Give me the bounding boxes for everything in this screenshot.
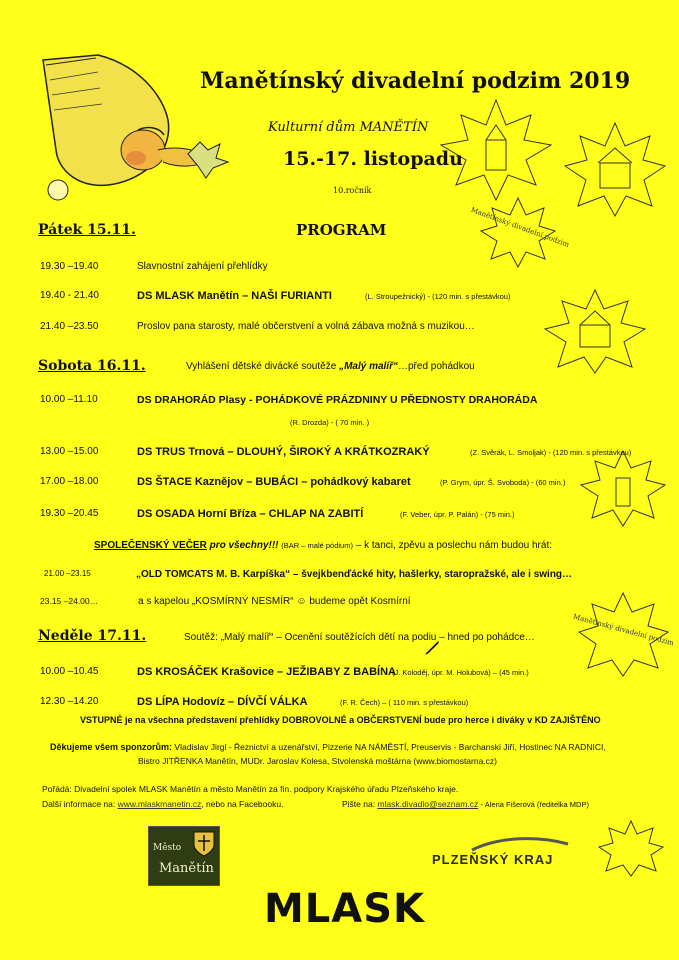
maple-leaf-church-right xyxy=(560,118,670,218)
leaf-stamp-text-top: Manětínský divadelní podzim xyxy=(469,205,571,249)
maple-leaf-stamp-bottom xyxy=(572,590,675,678)
email-link[interactable]: mlask.divadlo@seznam.cz xyxy=(377,799,479,809)
maple-leaf-church-lower-right xyxy=(578,448,668,528)
venue: Kulturní dům MANĚTÍN xyxy=(268,120,429,135)
contest-result: Soutěž: „Malý malíř“ – Ocenění soutěžících dětí na podiu – hned po pohádce… xyxy=(184,632,535,643)
website-link[interactable]: www.mlaskmanetin.cz xyxy=(117,799,202,809)
plzensky-kraj-logo: PLZEŇSKÝ KRAJ xyxy=(432,852,554,867)
sponsors-line1: Děkujeme všem sponzorům: Vladislav Jirgl - Řeznictví a uzenářství, Pizzerie NA NÁMĚSTÍ, Preuservis - Barchanski Jiří, Hostinec NA RADNICI, xyxy=(50,742,606,752)
coat-of-arms-icon xyxy=(193,831,215,857)
day-sunday: Neděle 17.11. xyxy=(38,628,147,644)
mlask-logo: MLASK xyxy=(264,886,426,932)
organizer: Pořádá: Divadelní spolek MLASK Manětín a město Manětín za fin. podpory Krajského úřadu Plzeňského kraje. xyxy=(42,784,459,794)
maple-leaf-church-bottom-right xyxy=(596,818,666,878)
maple-leaf-stamp-top xyxy=(469,195,571,270)
edition: 10.ročník xyxy=(333,186,372,195)
kraj-swoosh-icon xyxy=(470,836,570,852)
day-saturday: Sobota 16.11. xyxy=(38,358,146,374)
entry-info: VSTUPNÉ je na všechna představení přehlídky DOBROVOLNÉ a OBČERSTVENÍ bude pro herce i diváky v KD ZAJIŠTĚNO xyxy=(80,715,601,725)
contact: Pište na: mlask.divadlo@seznam.cz - Alena Fišerová (ředitelka MDP) xyxy=(342,799,589,809)
more-info: Další informace na: www.mlaskmanetin.cz, nebo na Facebooku. xyxy=(42,799,284,809)
day-friday: Pátek 15.11. xyxy=(38,222,136,238)
sponsors-line2: Bistro JITŘENKA Manětín, MUDr. Jaroslav Kolesa, Stvolenská moštárna (www.biomostarna.cz) xyxy=(138,756,498,766)
mesto-manetin-logo: Město Manětín xyxy=(148,826,220,886)
page-title: Manětínský divadelní podzim 2019 xyxy=(200,68,631,94)
leaf-stamp-text-bottom: Manětínský divadelní podzim xyxy=(572,612,675,648)
festival-dates: 15.-17. listopadu xyxy=(283,148,463,170)
maple-leaf-church-mid-right xyxy=(540,285,650,375)
social-evening: SPOLEČENSKÝ VEČER pro všechny!!! (BAR – malé pódium) – k tanci, zpěvu a poslechu nám budou hrát: xyxy=(94,540,553,551)
program-heading: PROGRAM xyxy=(296,221,387,239)
contest-announcement: Vyhlášení dětské divácké soutěže „Malý malíř“…před pohádkou xyxy=(186,361,475,372)
